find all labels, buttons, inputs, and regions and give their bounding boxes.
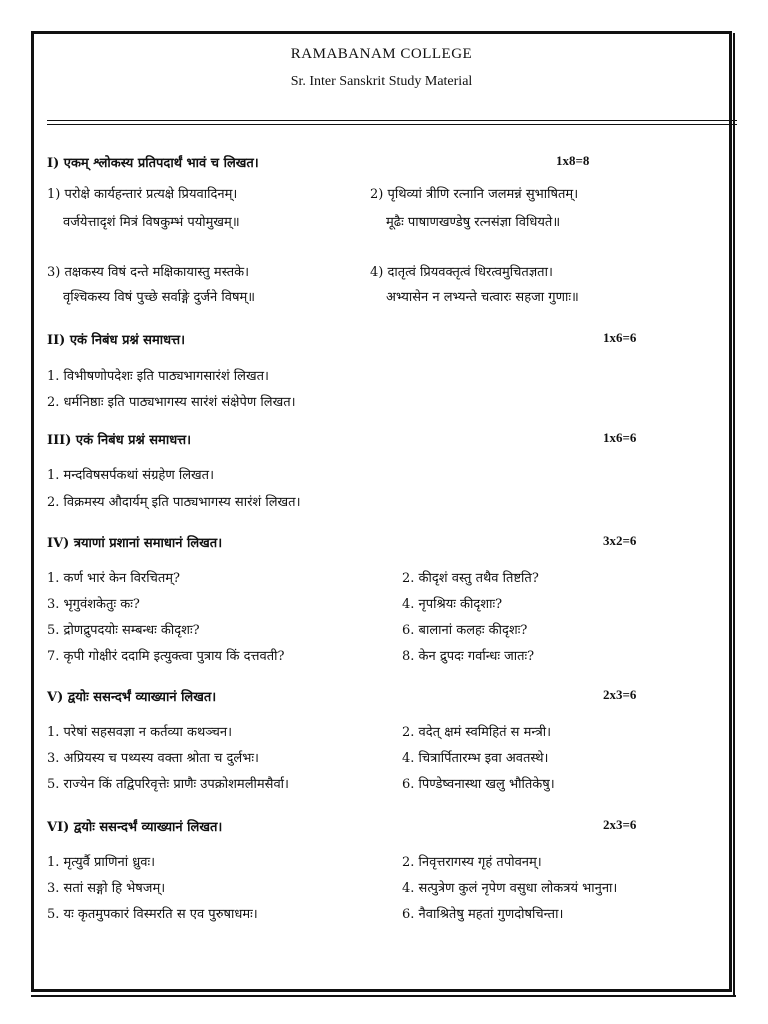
question-item: 3) तक्षकस्य विषं दन्ते मक्षिकायास्तु मस्तके।: [47, 265, 250, 280]
question-item: मूढैः पाषाणखण्डेषु रत्नसंज्ञा विधियते॥: [386, 215, 561, 230]
question-item: 2. निवृत्तरागस्य गृहं तपोवनम्।: [402, 855, 542, 870]
question-item: 6. बालानां कलहः कीदृशः?: [402, 623, 528, 638]
document-header: [34, 34, 729, 120]
question-item: 2. कीदृशं वस्तु तथैव तिष्टति?: [402, 571, 539, 586]
question-item: 6. नैवाश्रितेषु महतां गुणदोषचिन्ता।: [402, 907, 564, 922]
section-heading: IV) त्रयाणां प्रशानां समाधानं लिखत।: [47, 536, 223, 551]
question-item: 5. द्रोणद्रुपदयोः सम्बन्धः कीदृशः?: [47, 623, 200, 638]
section-heading: V) द्वयोः ससन्दर्भं व्याख्यानं लिखत।: [47, 690, 217, 705]
border-shadow-right: [733, 33, 735, 997]
section-marks: 1x6=6: [603, 330, 637, 345]
question-item: 2. धर्मनिष्ठाः इति पाठ्यभागस्य सारंशं संक्षेपेण लिखत।: [47, 395, 296, 410]
question-item: 8. केन द्रुपदः गर्वान्धः जातः?: [402, 649, 535, 664]
section-marks: 1x8=8: [556, 153, 590, 168]
page-border: [31, 31, 732, 992]
question-item: 1. कर्ण भारं केन विरचितम्?: [47, 571, 181, 586]
question-item: 3. सतां सङ्गो हि भेषजम्।: [47, 881, 166, 896]
question-item: 1. विभीषणोपदेशः इति पाठ्यभागसारंशं लिखत।: [47, 369, 269, 384]
document-subtitle: Sr. Inter Sanskrit Study Material: [290, 74, 473, 89]
header-rule: [47, 120, 737, 121]
question-item: 1. मृत्युर्वै प्राणिनां ध्रुवः।: [47, 855, 156, 870]
section-marks: 3x2=6: [603, 533, 637, 548]
question-item: 4. नृपश्रियः कीदृशाः?: [402, 597, 503, 612]
question-item: 2) पृथिव्यां त्रीणि रत्नानि जलमन्नं सुभाषितम्।: [370, 187, 579, 202]
question-item: 4. चित्रार्पितारम्भ इवा अवतस्थे।: [402, 751, 549, 766]
question-item: वृश्चिकस्य विषं पुच्छे सर्वाङ्गे दुर्जने विषम्॥: [63, 290, 256, 305]
question-item: 1. मन्दविषसर्पकथां संग्रहेण लिखत।: [47, 468, 215, 483]
section-marks: 2x3=6: [603, 687, 637, 702]
question-item: 1) परोक्षे कार्यहन्तारं प्रत्यक्षे प्रियवादिनम्।: [47, 187, 238, 202]
question-item: 5. यः कृतमुपकारं विस्मरति स एव पुरुषाधमः।: [47, 907, 258, 922]
question-item: वर्जयेत्तादृशं मित्रं विषकुम्भं पयोमुखम्॥: [63, 215, 240, 230]
question-item: 3. भृगुवंशकेतुः कः?: [47, 597, 140, 612]
question-item: 1. परेषां सहसवज्ञा न कर्तव्या कथञ्चन।: [47, 725, 233, 740]
question-item: अभ्यासेन न लभ्यन्ते चत्वारः सहजा गुणाः॥: [386, 290, 579, 305]
question-item: 5. राज्येन किं तद्विपरिवृत्तेः प्राणैः उपक्रोशमलीमसैर्वा।: [47, 777, 289, 792]
question-item: 4) दातृत्वं प्रियवक्तृत्वं धिरत्वमुचितज्ञता।: [370, 265, 553, 280]
section-heading: II) एकं निबंध प्रश्नं समाधत्त।: [47, 333, 186, 348]
question-item: 4. सत्पुत्रेण कुलं नृपेण वसुधा लोकत्रयं भानुना।: [402, 881, 618, 896]
question-item: 7. कृपी गोक्षीरं ददामि इत्युक्त्वा पुत्राय किं दत्तवती?: [47, 649, 285, 664]
section-heading: VI) द्वयोः ससन्दर्भं व्याख्यानं लिखत।: [47, 820, 223, 835]
question-item: 3. अप्रियस्य च पथ्यस्य वक्ता श्रोता च दुर्लभः।: [47, 751, 259, 766]
section-heading: III) एकं निबंध प्रश्नं समाधत्त।: [47, 433, 192, 448]
section-marks: 2x3=6: [603, 817, 637, 832]
section-heading: I) एकम् श्लोकस्य प्रतिपदार्थं भावं च लिखत।: [47, 156, 259, 171]
question-item: 6. पिण्डेष्वनास्था खलु भौतिकेषु।: [402, 777, 555, 792]
header-rule-double: [47, 124, 737, 125]
border-shadow-bottom: [31, 995, 736, 997]
question-item: 2. विक्रमस्य औदार्यम् इति पाठ्यभागस्य सारंशं लिखत।: [47, 495, 301, 510]
college-name: RAMABANAM COLLEGE: [290, 46, 473, 62]
section-marks: 1x6=6: [603, 430, 637, 445]
question-item: 2. वदेत् क्षमं स्वमिहितं स मन्त्री।: [402, 725, 552, 740]
